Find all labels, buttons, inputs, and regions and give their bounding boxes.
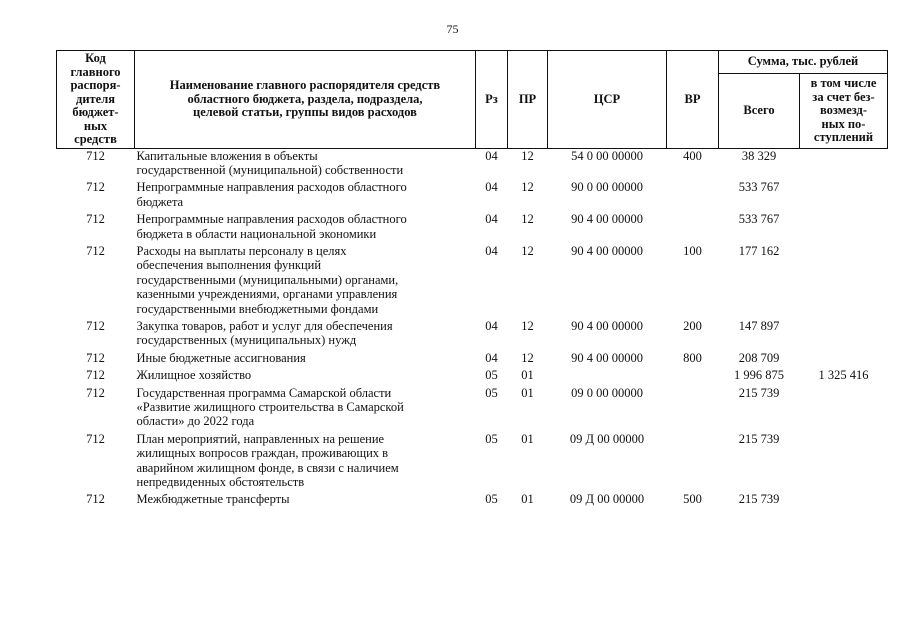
cell-pr: 12: [521, 243, 534, 258]
cell-vr: [667, 180, 719, 212]
cell-pr: 12: [521, 180, 534, 195]
table-row: [57, 212, 888, 244]
cell-rz: 04: [485, 212, 498, 227]
budget-table: [56, 50, 888, 510]
cell-vr: 100: [683, 243, 702, 258]
cell-gratis: [800, 244, 888, 319]
cell-total: 147 897: [738, 318, 780, 333]
cell-code: 712: [86, 350, 105, 365]
header-sum-group: Сумма, тыс. рублей: [719, 51, 888, 74]
table-header: [57, 51, 888, 149]
cell-pr: 12: [521, 350, 534, 365]
cell-gratis: [800, 319, 888, 351]
cell-vr: 400: [683, 148, 702, 163]
header-vr: ВР: [667, 51, 719, 149]
cell-vr: [667, 212, 719, 244]
cell-pr: 01: [521, 492, 534, 507]
cell-code: 712: [86, 368, 105, 383]
cell-name: План мероприятий, направленных на решение жилищных вопросов граждан, проживающих в аварийном жилищном фонде, в связи с наличием непредвиденных обстоятельств: [136, 431, 399, 490]
header-code: Код главного распоря- дителя бюджет- ных средств: [57, 51, 135, 149]
cell-vr: 200: [683, 318, 702, 333]
cell-csr: 90 4 00 00000: [571, 212, 643, 227]
cell-vr: [667, 368, 719, 385]
cell-name: Непрограммные направления расходов областного бюджета в области национальной экономики: [136, 212, 407, 241]
table-row: [57, 432, 888, 493]
cell-rz: 05: [485, 368, 498, 383]
cell-code: 712: [86, 492, 105, 507]
cell-total: 533 767: [738, 180, 780, 195]
cell-total: 215 739: [738, 492, 780, 507]
cell-code: 712: [86, 318, 105, 333]
cell-code: 712: [86, 431, 105, 446]
cell-pr: 01: [521, 431, 534, 446]
cell-csr: 90 4 00 00000: [571, 318, 643, 333]
header-total: Всего: [719, 74, 800, 149]
header-name: Наименование главного распорядителя средств областного бюджета, раздела, подраздела, целевой статьи, группы видов расходов: [135, 51, 476, 149]
table-row: [57, 368, 888, 385]
cell-csr: 09 0 00 00000: [571, 385, 643, 400]
header-gratis: в том числе за счет без- возмезд- ных по- ступлений: [800, 74, 888, 149]
table-row: [57, 244, 888, 319]
cell-pr: 12: [521, 318, 534, 333]
cell-rz: 05: [485, 431, 498, 446]
cell-rz: 04: [485, 318, 498, 333]
table-row: [57, 386, 888, 432]
header-rz: Рз: [476, 51, 508, 149]
cell-vr: 500: [683, 492, 702, 507]
cell-total: 38 329: [741, 148, 777, 163]
cell-gratis: [800, 212, 888, 244]
cell-rz: 04: [485, 148, 498, 163]
page-number: 75: [446, 22, 459, 36]
cell-name: Непрограммные направления расходов областного бюджета: [136, 180, 407, 209]
cell-csr: 90 4 00 00000: [571, 350, 643, 365]
cell-name: Капитальные вложения в объекты государственной (муниципальной) собственности: [136, 148, 404, 177]
cell-gratis: [800, 148, 888, 180]
cell-rz: 04: [485, 180, 498, 195]
cell-total: 215 739: [738, 385, 780, 400]
cell-rz: 05: [485, 492, 498, 507]
cell-gratis: 1 325 416: [818, 368, 869, 383]
cell-name: Жилищное хозяйство: [136, 368, 252, 383]
header-pr: ПР: [508, 51, 548, 149]
cell-csr: 09 Д 00 00000: [569, 492, 645, 507]
cell-rz: 04: [485, 243, 498, 258]
cell-gratis: [800, 351, 888, 368]
cell-total: 208 709: [738, 350, 780, 365]
cell-total: 177 162: [738, 243, 780, 258]
cell-total: 1 996 875: [734, 368, 784, 383]
table-row: [57, 351, 888, 368]
cell-vr: [667, 432, 719, 493]
cell-gratis: [800, 180, 888, 212]
cell-code: 712: [86, 180, 105, 195]
cell-rz: 04: [485, 350, 498, 365]
cell-name: Расходы на выплаты персоналу в целях обеспечения выполнения функций государственными (муниципальными) органами, казенными учреждениями, органами управления государственными внебюджетными фондами: [136, 243, 399, 316]
cell-total: 215 739: [738, 431, 780, 446]
cell-gratis: [800, 432, 888, 493]
table-row: [57, 319, 888, 351]
cell-csr: [548, 368, 667, 385]
header-csr: ЦСР: [548, 51, 667, 149]
table-row: [57, 180, 888, 212]
table-row: [57, 492, 888, 509]
table-row: [57, 148, 888, 180]
cell-rz: 05: [485, 385, 498, 400]
cell-csr: 90 4 00 00000: [571, 243, 643, 258]
cell-csr: 54 0 00 00000: [571, 148, 643, 163]
cell-name: Закупка товаров, работ и услуг для обеспечения государственных (муниципальных) нужд: [136, 318, 393, 348]
cell-pr: 01: [521, 385, 534, 400]
cell-pr: 01: [521, 368, 534, 383]
cell-name: Иные бюджетные ассигнования: [136, 350, 306, 365]
cell-name: Государственная программа Самарской области «Развитие жилищного строительства в Самарской области» до 2022 года: [136, 385, 404, 429]
cell-total: 533 767: [738, 212, 780, 227]
cell-code: 712: [86, 148, 105, 163]
cell-csr: 09 Д 00 00000: [569, 431, 645, 446]
cell-code: 712: [86, 212, 105, 227]
cell-name: Межбюджетные трансферты: [136, 492, 290, 507]
cell-code: 712: [86, 243, 105, 258]
cell-pr: 12: [521, 148, 534, 163]
cell-csr: 90 0 00 00000: [571, 180, 643, 195]
table-body: [57, 148, 888, 510]
cell-gratis: [800, 386, 888, 432]
cell-pr: 12: [521, 212, 534, 227]
cell-vr: 800: [683, 350, 702, 365]
cell-vr: [667, 386, 719, 432]
cell-gratis: [800, 492, 888, 509]
cell-code: 712: [86, 385, 105, 400]
